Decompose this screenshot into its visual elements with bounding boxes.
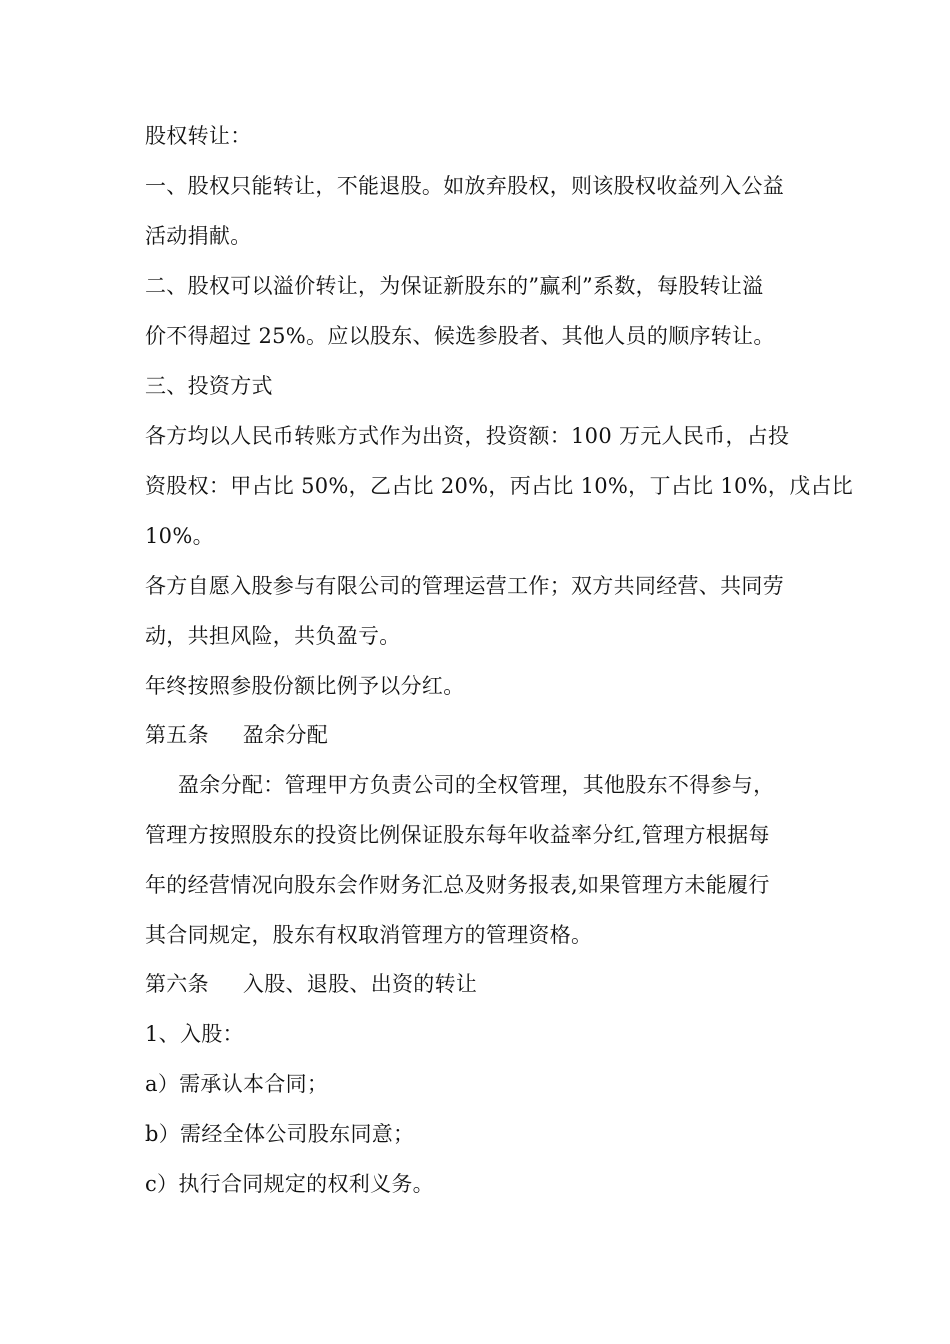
paragraph-line: 动，共担风险，共负盈亏。	[145, 624, 401, 648]
paragraph-line: 其合同规定，股东有权取消管理方的管理资格。	[145, 923, 593, 947]
heading-investment-method: 三、投资方式	[145, 374, 273, 398]
paragraph-line: 资股权：甲占比 50%，乙占比 20%，丙占比 10%，丁占比 10%，戊占比	[145, 474, 854, 498]
article-6-title: 入股、退股、出资的转让	[242, 972, 478, 996]
list-item: 1、入股：	[145, 1022, 244, 1046]
list-item: b）需经全体公司股东同意；	[145, 1122, 415, 1146]
paragraph-line: 10%。	[145, 524, 214, 548]
article-6-heading	[145, 969, 825, 999]
paragraph-line: 年终按照参股份额比例予以分红。	[145, 674, 465, 698]
paragraph-line: 活动捐献。	[145, 224, 252, 248]
paragraph-line: 管理方按照股东的投资比例保证股东每年收益率分红,管理方根据每	[145, 823, 770, 847]
paragraph-line: 各方均以人民币转账方式作为出资，投资额：100 万元人民币，占投	[145, 424, 790, 448]
paragraph-line: 各方自愿入股参与有限公司的管理运营工作；双方共同经营、共同劳	[145, 574, 784, 598]
article-6-number: 第六条	[145, 972, 209, 996]
list-item: a）需承认本合同；	[145, 1072, 329, 1096]
article-5-number: 第五条	[145, 723, 209, 747]
list-item: c）执行合同规定的权利义务。	[145, 1172, 434, 1196]
paragraph-line: 年的经营情况向股东会作财务汇总及财务报表,如果管理方未能履行	[145, 873, 770, 897]
article-5-heading	[145, 720, 825, 750]
paragraph-line: 价不得超过 25%。应以股东、候选参股者、其他人员的顺序转让。	[145, 324, 775, 348]
paragraph-line: 盈余分配：管理甲方负责公司的全权管理，其他股东不得参与，	[178, 773, 775, 797]
paragraph-line: 一、股权只能转让，不能退股。如放弃股权，则该股权收益列入公益	[145, 174, 784, 198]
heading-equity-transfer: 股权转让：	[145, 124, 252, 148]
article-5-title: 盈余分配	[242, 723, 329, 747]
paragraph-line: 二、股权可以溢价转让，为保证新股东的”赢利”系数，每股转让溢	[145, 274, 764, 298]
